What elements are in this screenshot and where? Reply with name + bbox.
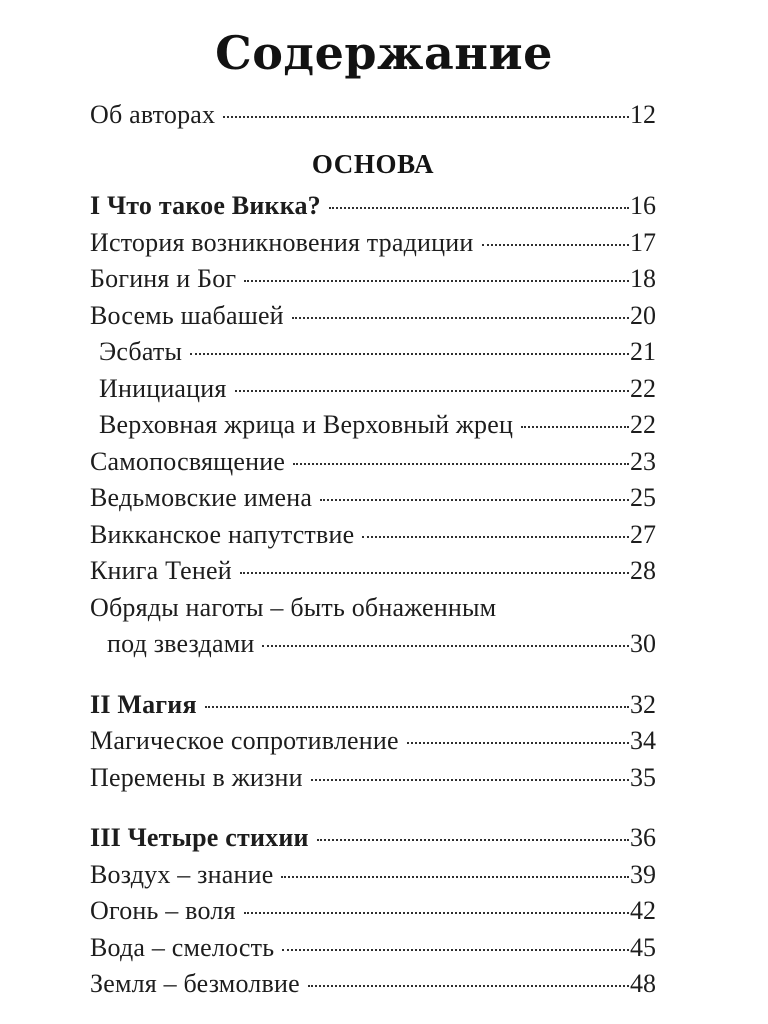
- toc-entry: [90, 726, 656, 763]
- toc-entry-label: Обряды наготы – быть обнаженным: [90, 592, 497, 622]
- toc-entry-label: Огонь – воля: [90, 896, 236, 925]
- toc-leader-dots: [482, 244, 629, 246]
- toc-page-number: 42: [630, 896, 656, 925]
- toc-entry: [90, 191, 656, 228]
- toc-entry: [90, 520, 656, 557]
- toc-entry: [90, 374, 656, 411]
- toc-entry: [90, 337, 656, 374]
- toc-leader-dots: [262, 645, 629, 647]
- toc-page-number: 35: [630, 762, 656, 792]
- toc-entry: [90, 823, 656, 860]
- toc-page-number: 21: [630, 337, 656, 366]
- toc-page-number: 17: [630, 227, 656, 257]
- toc-leader-dots: [281, 876, 629, 878]
- toc-entry: [90, 301, 656, 338]
- toc-entry: [90, 933, 656, 970]
- toc-entry: [90, 556, 656, 593]
- toc-page-number: 22: [630, 373, 656, 403]
- toc-entry-label: История возникновения традиции: [90, 227, 474, 257]
- toc-leader-dots: [244, 280, 629, 282]
- toc-page-number: 27: [630, 519, 656, 549]
- toc-entry-label: Ведьмовские имена: [90, 483, 313, 512]
- toc-entry-label: Книга Теней: [90, 556, 232, 585]
- toc-page-number: 34: [630, 726, 656, 755]
- toc-entry-label: под звездами: [107, 629, 255, 658]
- toc-entry-label: III Четыре стихии: [90, 823, 309, 852]
- toc-leader-dots: [293, 463, 629, 465]
- toc-leader-dots: [240, 572, 629, 574]
- toc-entry: [90, 690, 656, 727]
- toc-entry-label: Инициация: [99, 373, 227, 403]
- toc-page-number: 20: [630, 300, 656, 330]
- toc-leader-dots: [205, 706, 629, 708]
- toc-entry-label: II Магия: [90, 689, 197, 719]
- toc-entry: [90, 483, 656, 520]
- toc-section-gap: [90, 799, 656, 823]
- toc-page-number: 48: [630, 969, 656, 998]
- toc-entry-label: Самопосвящение: [90, 446, 286, 476]
- toc-page-number: 22: [630, 410, 656, 439]
- toc-leader-dots: [235, 390, 629, 392]
- toc-entry-label: Эсбаты: [99, 337, 183, 366]
- toc-entry-label: Магическое сопротивление: [90, 726, 399, 755]
- toc-list: [0, 100, 768, 1006]
- toc-entry: [90, 629, 656, 666]
- toc-entry: [90, 410, 656, 447]
- toc-leader-dots: [407, 742, 629, 744]
- toc-leader-dots: [282, 949, 629, 951]
- toc-leader-dots: [223, 116, 629, 118]
- toc-leader-dots: [362, 536, 629, 538]
- toc-page-number: 30: [630, 629, 656, 658]
- toc-entry: [90, 228, 656, 265]
- toc-entry-label: Об авторах: [90, 100, 216, 129]
- toc-leader-dots: [521, 426, 629, 428]
- toc-entry: [90, 969, 656, 1006]
- toc-leader-dots: [317, 839, 629, 841]
- toc-leader-dots: [308, 985, 629, 987]
- toc-entry: [90, 896, 656, 933]
- toc-page-number: 28: [630, 556, 656, 585]
- toc-entry-label: I Что такое Викка?: [90, 191, 321, 220]
- toc-entry: [90, 100, 656, 137]
- toc-leader-dots: [311, 779, 629, 781]
- toc-entry-label: Богиня и Бог: [90, 264, 237, 293]
- toc-entry-label: Перемены в жизни: [90, 762, 303, 792]
- toc-page-number: 23: [630, 446, 656, 476]
- toc-entry-label: Верховная жрица и Верховный жрец: [99, 410, 514, 439]
- toc-page-number: 18: [630, 264, 656, 293]
- toc-leader-dots: [329, 207, 629, 209]
- toc-entry-label: Вода – смелость: [90, 932, 275, 962]
- toc-entry: [90, 860, 656, 897]
- toc-entry: [90, 763, 656, 800]
- toc-leader-dots: [320, 499, 629, 501]
- toc-page-number: 32: [630, 689, 656, 719]
- toc-entry-label: Воздух – знание: [90, 859, 274, 889]
- toc-entry-label: Восемь шабашей: [90, 300, 284, 330]
- toc-section-heading: ОСНОВА: [311, 148, 435, 179]
- toc-leader-dots: [190, 353, 629, 355]
- toc-entry: [90, 593, 656, 630]
- toc-leader-dots: [244, 912, 629, 914]
- toc-page-number: 12: [630, 100, 656, 129]
- toc-entry-label: Земля – безмолвие: [90, 969, 300, 998]
- toc-title: Содержание: [215, 26, 553, 80]
- toc-page-number: 45: [630, 932, 656, 962]
- toc-entry: [90, 264, 656, 301]
- toc-page-number: 16: [630, 191, 656, 220]
- toc-entry: [90, 447, 656, 484]
- toc-section-gap: [90, 666, 656, 690]
- toc-page-number: 36: [630, 823, 656, 852]
- toc-page-number: 39: [630, 859, 656, 889]
- toc-entry-label: Викканское напутствие: [90, 519, 355, 549]
- toc-leader-dots: [292, 317, 629, 319]
- toc-page-number: 25: [630, 483, 656, 512]
